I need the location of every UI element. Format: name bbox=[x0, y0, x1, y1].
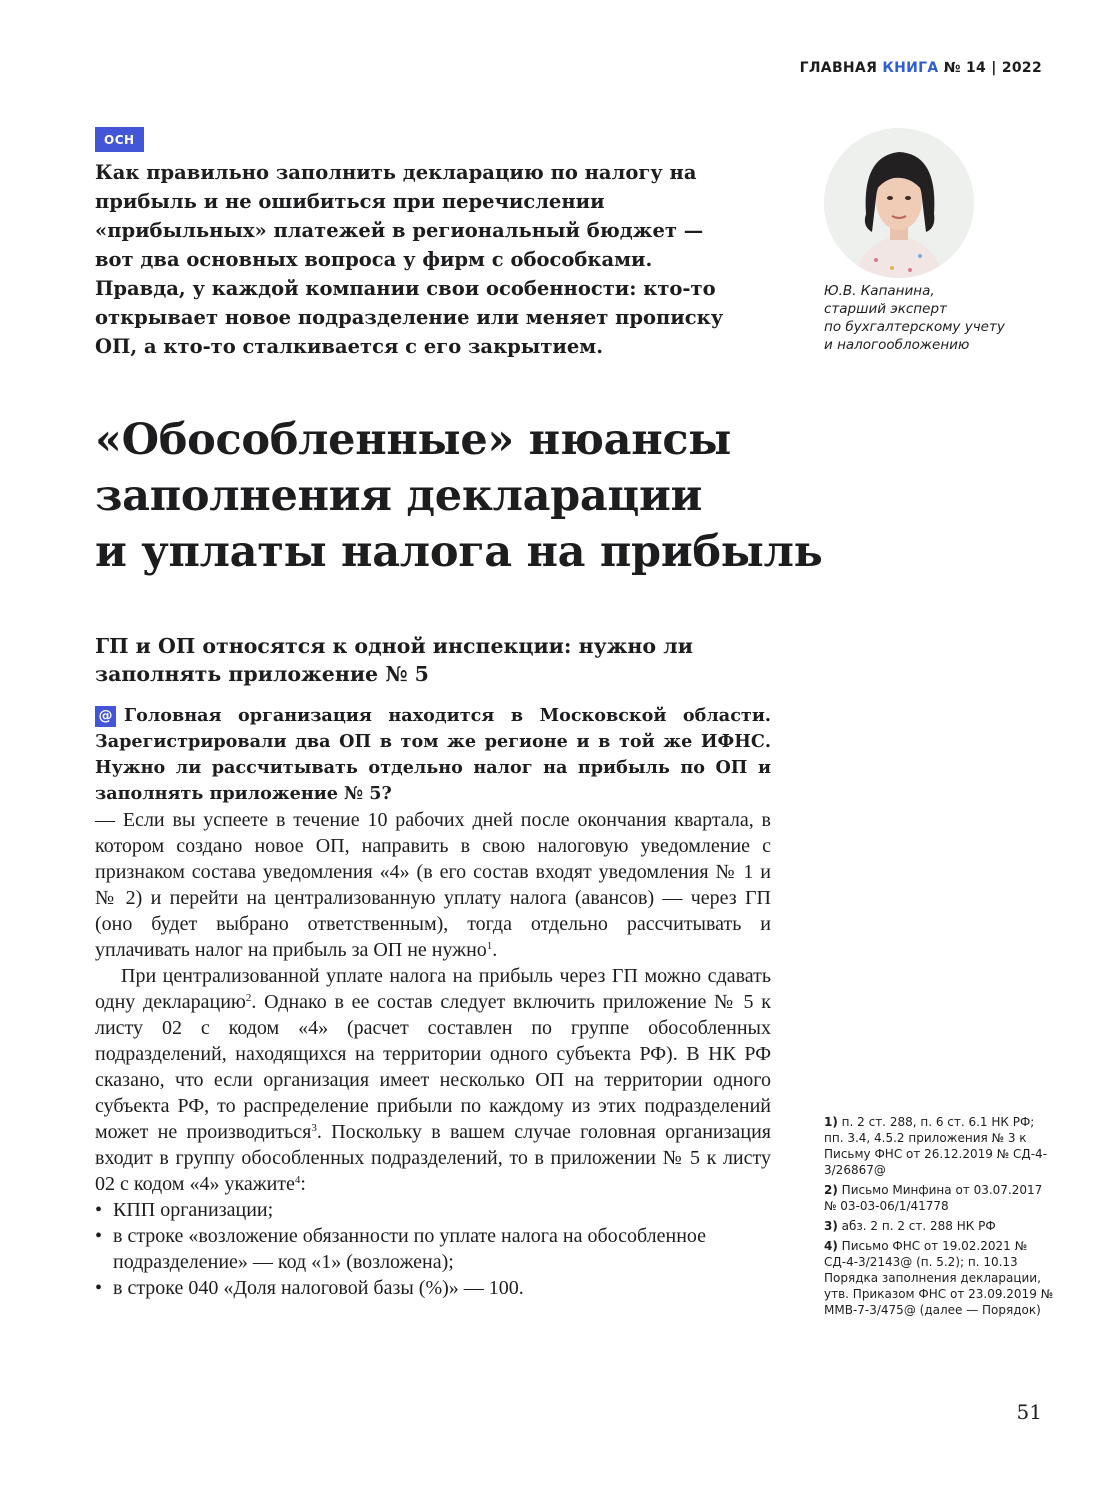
footnote-4-num: 4) bbox=[824, 1239, 838, 1253]
author-role-2: по бухгалтерскому учету bbox=[824, 319, 1005, 335]
footnote-1-text: п. 2 ст. 288, п. 6 ст. 6.1 НК РФ; пп. 3.4, 4.5.2 приложения № 3 к Письму ФНС от 26.12.2019 № СД-4-3/26867@ bbox=[824, 1115, 1048, 1177]
footnote-2 bbox=[824, 1182, 1054, 1214]
paragraph-part-2: . Однако в ее состав следует включить приложение № 5 к листу 02 с кодом «4» (расчет составлен по группе обособленных подразделений, находящихся на территории одного субъекта РФ). В НК РФ сказано, что если организация имеет несколько ОП на территории одного субъекта РФ, то распределение прибыли по каждому из этих подразделений может не производиться bbox=[95, 991, 771, 1143]
footnote-ref-3: 3 bbox=[311, 1122, 317, 1134]
footnote-4-text: Письмо ФНС от 19.02.2021 № СД-4-3/2143@ (п. 5.2); п. 10.13 Порядка заполнения декларации, утв. Приказом ФНС от 23.09.2019 № ММВ-7-3/475@ (далее — Порядок) bbox=[824, 1239, 1054, 1317]
footnote-1-num: 1) bbox=[824, 1115, 838, 1129]
bullet-item: • в строке 040 «Доля налоговой базы (%)» — 100. bbox=[95, 1275, 771, 1301]
answer-end: . bbox=[492, 939, 498, 961]
bullet-item: • в строке «возложение обязанности по уплате налога на обособленное подразделение» — код «1» (возложена); bbox=[95, 1223, 771, 1275]
masthead bbox=[800, 60, 1042, 76]
masthead-issue: № 14 | 2022 bbox=[943, 60, 1042, 76]
footnote-1 bbox=[824, 1114, 1054, 1178]
lead-paragraph: Как правильно заполнить декларацию по налогу на прибыль и не ошибиться при перечислении «прибыльных» платежей в региональный бюджет — вот два основных вопроса у фирм с обособками. Правда, у каждой компании свои особенности: кто-то открывает новое подразделение или меняет прописку ОП, а кто-то сталкивается с его закрытием. bbox=[95, 161, 724, 358]
author-role-3: и налогообложению bbox=[824, 337, 970, 353]
masthead-brand-2: КНИГА bbox=[882, 60, 939, 76]
footnote-3 bbox=[824, 1218, 1054, 1234]
footnotes bbox=[824, 1114, 1054, 1322]
title-line-2: заполнения декларации bbox=[95, 471, 703, 521]
footnote-2-text: Письмо Минфина от 03.07.2017 № 03-03-06/1/41778 bbox=[824, 1183, 1043, 1213]
footnote-3-text: абз. 2 п. 2 ст. 288 НК РФ bbox=[841, 1219, 996, 1233]
page-number: 51 bbox=[1016, 1400, 1042, 1424]
email-question-icon: @ bbox=[95, 706, 116, 727]
category-tag: ОСН bbox=[95, 127, 144, 152]
title-line-3: и уплаты налога на прибыль bbox=[95, 527, 823, 577]
author-portrait-illustration bbox=[824, 128, 974, 278]
bullet-list bbox=[95, 1197, 771, 1301]
paragraph-part-3: . Поскольку в вашем случае головная организация входит в группу обособленных подразделений, то в приложении № 5 к листу 02 с кодом «4» укажите bbox=[95, 1121, 771, 1195]
footnote-2-num: 2) bbox=[824, 1183, 838, 1197]
section-heading: ГП и ОП относятся к одной инспекции: нужно ли заполнять приложение № 5 bbox=[95, 634, 693, 686]
author-name: Ю.В. Капанина, bbox=[824, 283, 935, 299]
paragraph-part-4: : bbox=[300, 1173, 306, 1195]
author-role-1: старший эксперт bbox=[824, 301, 947, 317]
footnote-ref-4: 4 bbox=[294, 1174, 301, 1186]
question-block bbox=[95, 703, 771, 807]
answer-paragraph bbox=[95, 807, 771, 963]
body-paragraph bbox=[95, 963, 771, 1197]
title-line-1: «Обособленные» нюансы bbox=[95, 415, 732, 465]
article-title bbox=[95, 412, 935, 580]
bullet-item: • КПП организации; bbox=[95, 1197, 771, 1223]
footnote-3-num: 3) bbox=[824, 1219, 838, 1233]
footnote-4 bbox=[824, 1238, 1054, 1318]
footnote-ref-1: 1 bbox=[486, 940, 493, 952]
author-photo bbox=[824, 128, 974, 278]
paragraph-part-1: При централизованной уплате налога на прибыль через ГП можно сдавать одну декларацию bbox=[95, 965, 771, 1013]
author-caption bbox=[824, 282, 1064, 354]
masthead-brand-1: ГЛАВНАЯ bbox=[799, 60, 878, 76]
article-body bbox=[95, 703, 771, 1301]
question-text: Головная организация находится в Московской области. Зарегистрировали два ОП в том же регионе и в той же ИФНС. Нужно ли рассчитывать отдельно налог на прибыль по ОП и заполнять приложение № 5? bbox=[95, 705, 771, 804]
answer-text: — Если вы успеете в течение 10 рабочих дней после окончания квартала, в котором создано новое ОП, направить в свою налоговую уведомление с признаком состава уведомления «4» (в его состав входят уведомления № 1 и № 2) и перейти на централизованную уплату налога (авансов) — через ГП (оно будет выбрано ответственным), тогда отдельно рассчитывать и уплачивать налог на прибыль за ОП не нужно bbox=[95, 809, 771, 961]
footnote-ref-2: 2 bbox=[245, 992, 252, 1004]
